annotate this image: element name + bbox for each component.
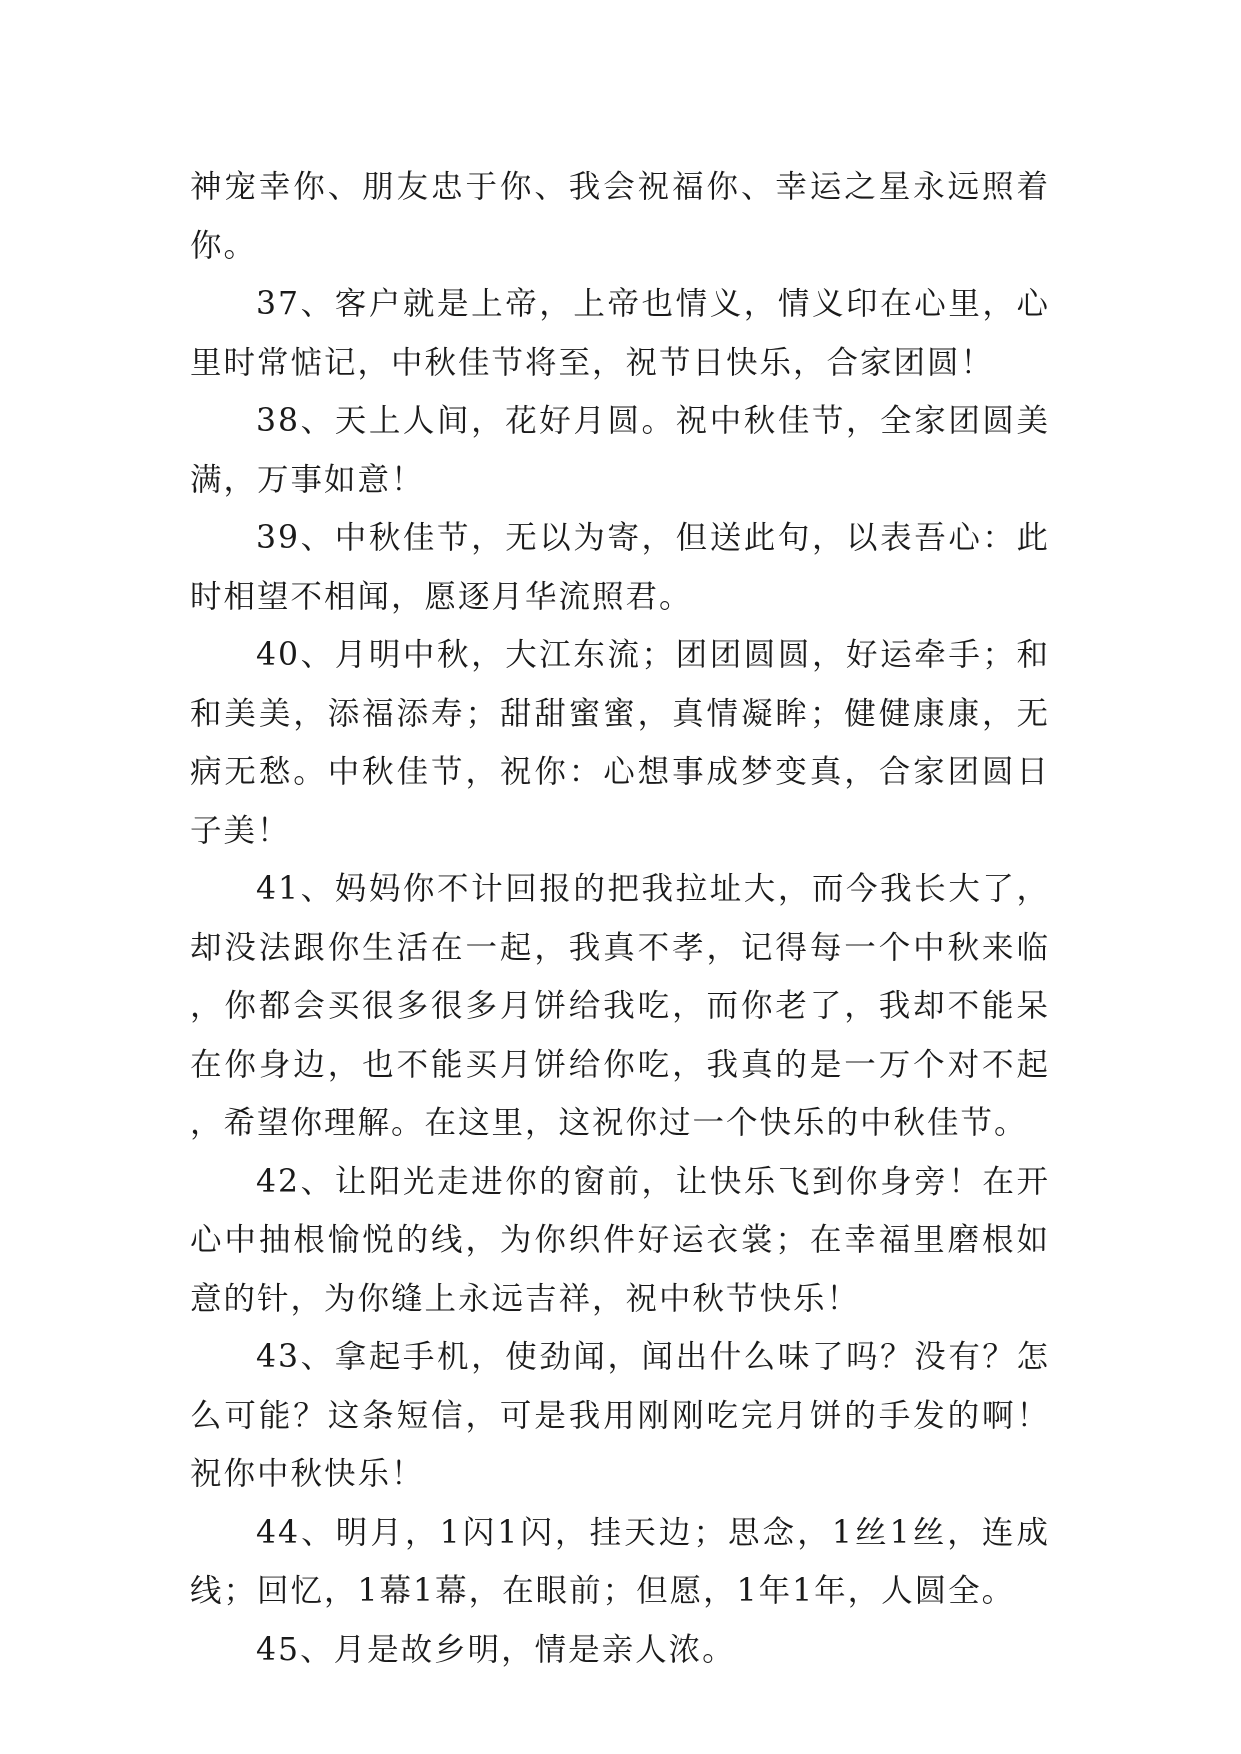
paragraph-44: 44、明月，1闪1闪，挂天边；思念，1丝1丝，连成线；回忆，1幕1幕，在眼前；但愿，1年1年，人圆全。 [190, 1514, 1050, 1609]
paragraph-42: 42、让阳光走进你的窗前，让快乐飞到你身旁！在开心中抽根愉悦的线，为你织件好运衣裳；在幸福里磨根如意的针，为你缝上永远吉祥，祝中秋节快乐！ [190, 1163, 1050, 1317]
paragraph-39: 39、中秋佳节，无以为寄，但送此句，以表吾心：此时相望不相闻，愿逐月华流照君。 [190, 520, 1050, 615]
paragraph-43: 43、拿起手机，使劲闻，闻出什么味了吗？没有？怎么可能？这条短信，可是我用刚刚吃完月饼的手发的啊！祝你中秋快乐！ [190, 1339, 1050, 1492]
paragraph-38: 38、天上人间，花好月圆。祝中秋佳节，全家团圆美满，万事如意！ [190, 403, 1050, 498]
paragraph-40: 40、月明中秋，大江东流；团团圆圆，好运牵手；和和美美，添福添寿；甜甜蜜蜜，真情凝眸；健健康康，无病无愁。中秋佳节，祝你：心想事成梦变真，合家团圆日子美！ [190, 637, 1050, 849]
paragraph-37: 37、客户就是上帝，上帝也情义，情义印在心里，心里时常惦记，中秋佳节将至，祝节日快乐，合家团圆！ [190, 286, 1050, 381]
paragraph-45: 45、月是故乡明，情是亲人浓。 [256, 1631, 736, 1668]
document-body [190, 158, 1050, 1679]
paragraph-continuation: 神宠幸你、朋友忠于你、我会祝福你、幸运之星永远照着你。 [190, 169, 1050, 264]
paragraph-41: 41、妈妈你不计回报的把我拉址大，而今我长大了，却没法跟你生活在一起，我真不孝，记得每一个中秋来临，你都会买很多很多月饼给我吃，而你老了，我却不能呆在你身边，也不能买月饼给你吃，我真的是一万个对不起，希望你理解。在这里，这祝你过一个快乐的中秋佳节。 [190, 871, 1050, 1141]
